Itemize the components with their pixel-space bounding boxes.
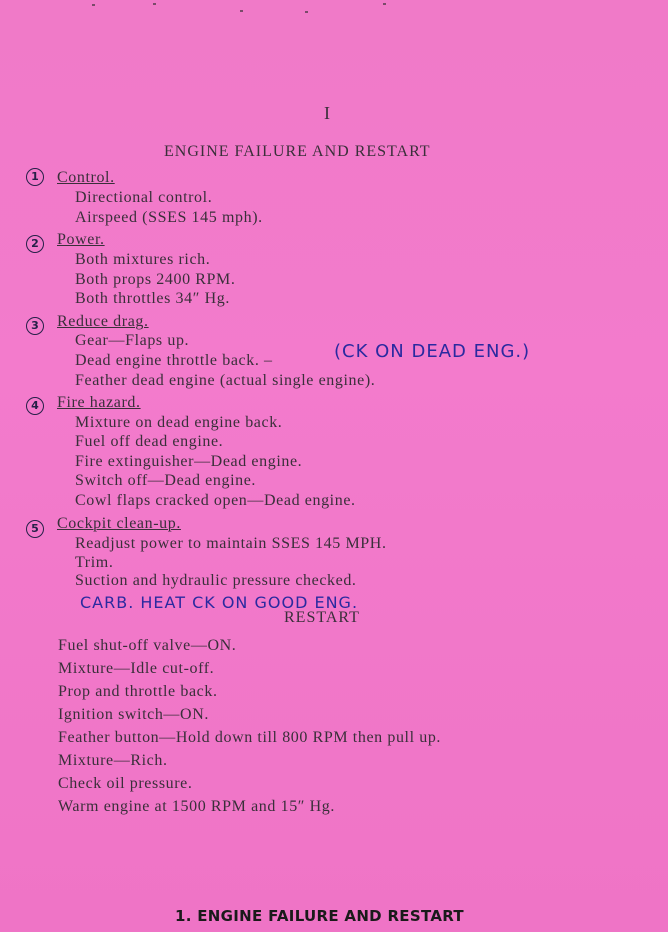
page-title: ENGINE FAILURE AND RESTART: [164, 143, 431, 160]
section-title-cockpit-clean-up: Cockpit clean-up.: [57, 515, 181, 532]
restart-title: RESTART: [284, 609, 360, 626]
list-item: Mixture on dead engine back.: [75, 414, 283, 431]
list-item: Trim.: [75, 554, 114, 571]
list-item: Feather dead engine (actual single engine).: [75, 372, 376, 389]
handwritten-note-carb-heat: CARB. HEAT CK ON GOOD ENG.: [80, 593, 359, 612]
top-edge-mark: [240, 10, 243, 12]
handwritten-note-ck-dead-eng: (CK ON DEAD ENG.): [334, 341, 531, 362]
top-edge-mark: [305, 11, 308, 13]
list-item: Both mixtures rich.: [75, 251, 211, 268]
list-item: Cowl flaps cracked open—Dead engine.: [75, 492, 356, 509]
list-item: Fuel off dead engine.: [75, 433, 224, 450]
list-item: Suction and hydraulic pressure checked.: [75, 572, 357, 589]
list-item: Dead engine throttle back. –: [75, 352, 273, 369]
handwritten-circle-2: 2: [26, 235, 44, 253]
handwritten-circle-5: 5: [26, 520, 44, 538]
list-item: Readjust power to maintain SSES 145 MPH.: [75, 535, 387, 552]
list-item: Fuel shut-off valve—ON.: [58, 637, 237, 654]
list-item: Ignition switch—ON.: [58, 706, 209, 723]
list-item: Both throttles 34″ Hg.: [75, 290, 230, 307]
list-item: Directional control.: [75, 189, 213, 206]
handwritten-circle-1: 1: [26, 168, 44, 186]
list-item: Both props 2400 RPM.: [75, 271, 236, 288]
list-item: Warm engine at 1500 RPM and 15″ Hg.: [58, 798, 336, 815]
list-item: Mixture—Rich.: [58, 752, 168, 769]
section-title-control: Control.: [57, 169, 115, 186]
section-title-fire-hazard: Fire hazard.: [57, 394, 141, 411]
list-item: Mixture—Idle cut-off.: [58, 660, 215, 677]
list-item: Prop and throttle back.: [58, 683, 218, 700]
list-item: Check oil pressure.: [58, 775, 193, 792]
section-title-reduce-drag: Reduce drag.: [57, 313, 149, 330]
section-title-power: Power.: [57, 231, 105, 248]
section-number: I: [324, 103, 331, 123]
list-item: Feather button—Hold down till 800 RPM then pull up.: [58, 729, 442, 746]
handwritten-circle-3: 3: [26, 317, 44, 335]
top-edge-mark: [383, 3, 386, 5]
handwritten-circle-4: 4: [26, 397, 44, 415]
top-edge-mark: [153, 3, 156, 5]
list-item: Airspeed (SSES 145 mph).: [75, 209, 263, 226]
list-item: Fire extinguisher—Dead engine.: [75, 453, 303, 470]
list-item: Gear—Flaps up.: [75, 332, 190, 349]
top-edge-mark: [92, 4, 95, 6]
list-item: Switch off—Dead engine.: [75, 472, 257, 489]
page-footer: 1. ENGINE FAILURE AND RESTART: [175, 907, 464, 925]
